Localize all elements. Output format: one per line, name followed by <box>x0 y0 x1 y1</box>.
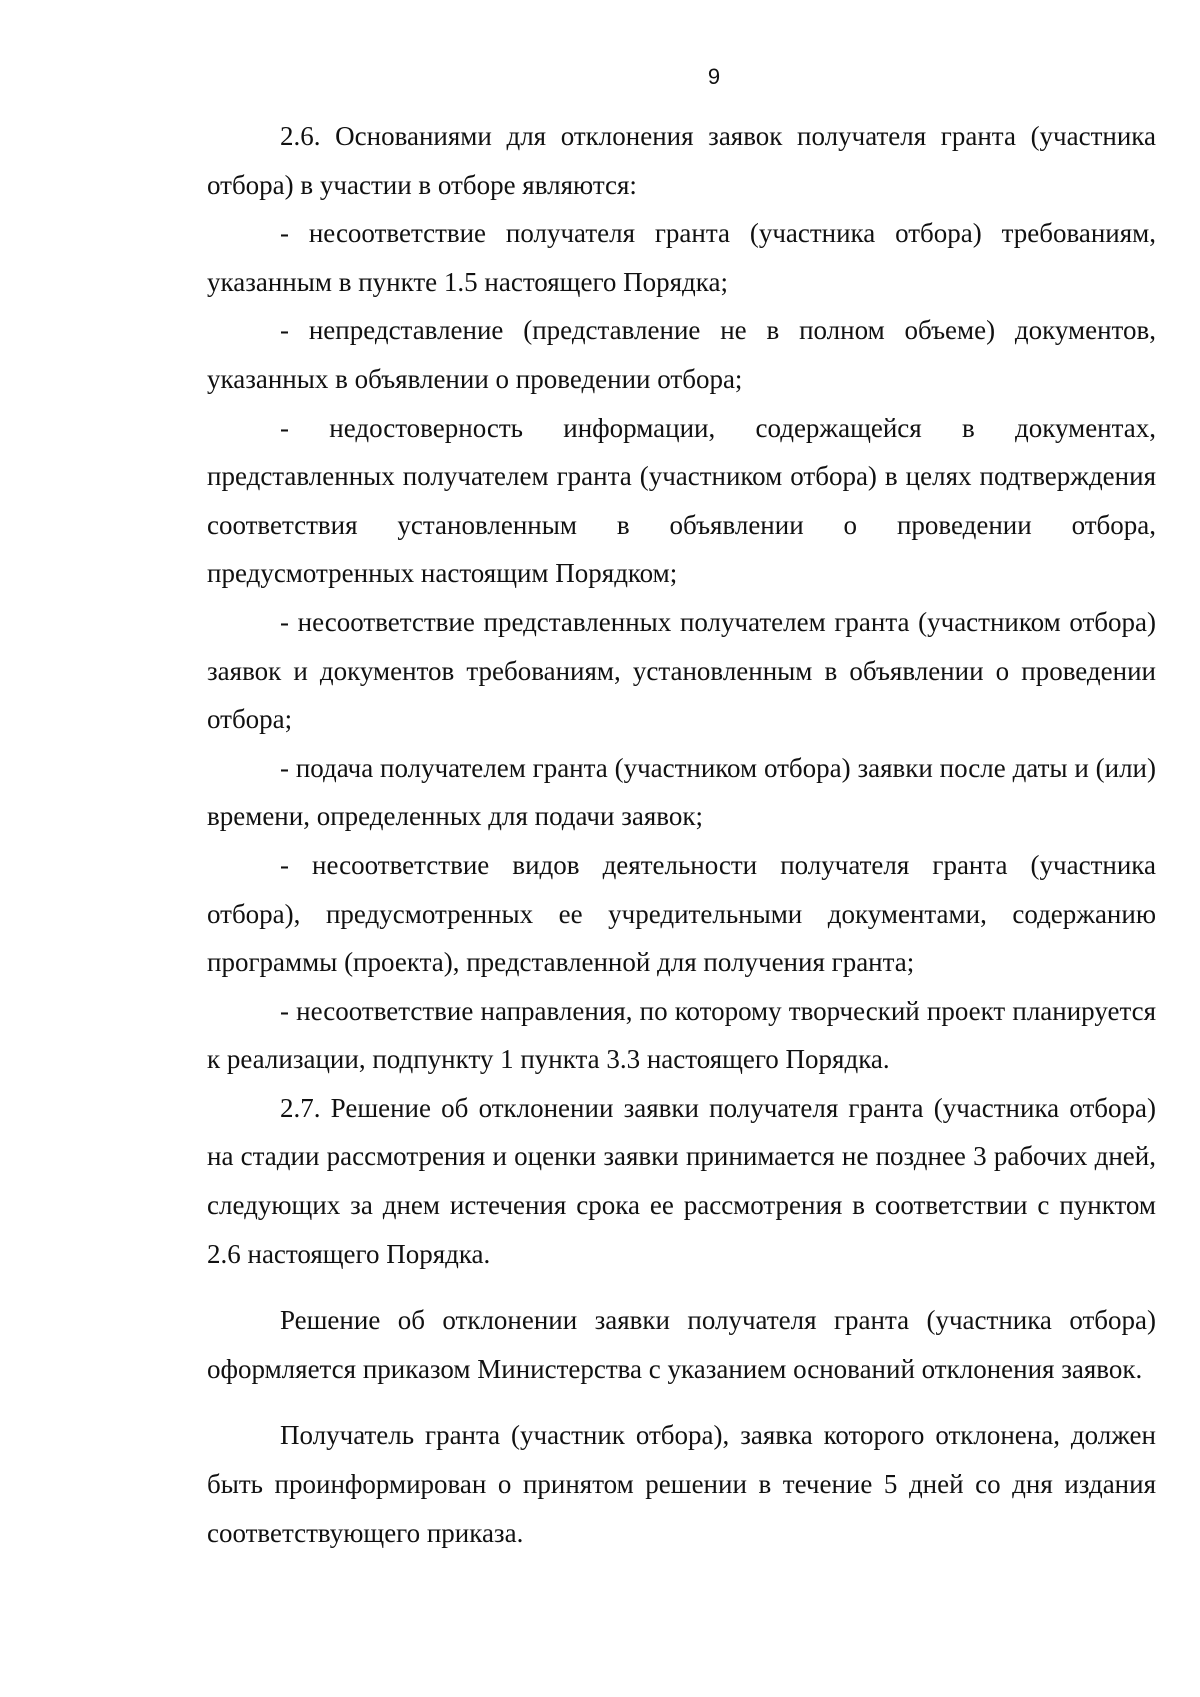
list-item-documents-missing: - непредставление (представление не в полном объеме) документов, указанных в объявлении о проведении отбора; <box>207 315 1156 394</box>
list-item-information-unreliable: - недостоверность информации, содержащейся в документах, представленных получателем гранта (участником отбора) в целях подтверждения соответствия установленным в объявлении о проведении отбора, предусмотренных настоящим Порядком; <box>207 412 1156 589</box>
page-number: 9 <box>707 64 721 89</box>
paragraph-2-7: 2.7. Решение об отклонении заявки получателя гранта (участника отбора) на стадии рассмотрения и оценки заявки принимается не позднее 3 рабочих дней, следующих за днем истечения срока ее рассмотрения в соответствии с пунктом 2.6 настоящего Порядка. <box>207 1092 1156 1269</box>
paragraph-decision-order: Решение об отклонении заявки получателя гранта (участника отбора) оформляется приказом Министерства с указанием оснований отклонения заявок. <box>207 1305 1156 1384</box>
list-item-direction-mismatch: - несоответствие направления, по которому творческий проект планируется к реализации, подпункту 1 пункта 3.3 настоящего Порядка. <box>207 995 1156 1075</box>
list-item-documents-mismatch: - несоответствие представленных получателем гранта (участником отбора) заявок и документов требованиям, установленным в объявлении о проведении отбора; <box>207 606 1156 735</box>
list-item-activity-mismatch: - несоответствие видов деятельности получателя гранта (участника отбора), предусмотренных ее учредительными документами, содержанию программы (проекта), представленной для получения гранта; <box>207 849 1156 978</box>
paragraph-2-6: 2.6. Основаниями для отклонения заявок получателя гранта (участника отбора) в участии в отборе являются: <box>207 121 1156 200</box>
document-body <box>207 112 1156 1557</box>
list-item-requirements-mismatch: - несоответствие получателя гранта (участника отбора) требованиям, указанным в пункте 1.5 настоящего Порядка; <box>207 218 1156 297</box>
list-item-late-submission: - подача получателем гранта (участником отбора) заявки после даты и (или) времени, определенных для подачи заявок; <box>207 752 1156 832</box>
paragraph-notification: Получатель гранта (участник отбора), заявка которого отклонена, должен быть проинформирован о принятом решении в течение 5 дней со дня издания соответствующего приказа. <box>207 1420 1156 1548</box>
